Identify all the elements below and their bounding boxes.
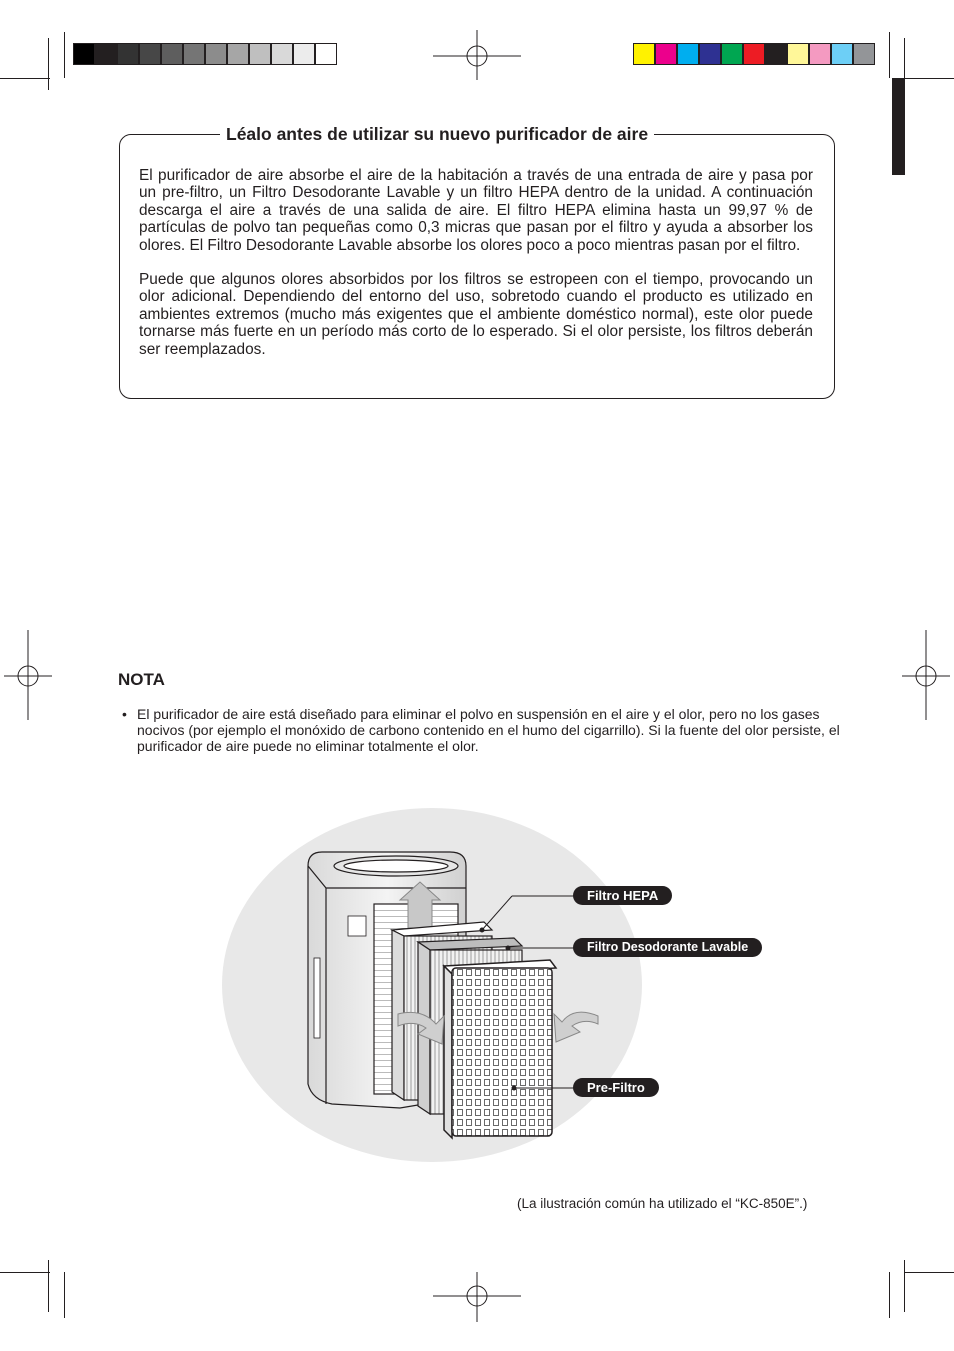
- color-swatch: [227, 43, 249, 65]
- label-pre-filter: Pre-Filtro: [573, 1078, 659, 1097]
- cmyk-color-bar: [633, 43, 875, 66]
- nota-item: [120, 706, 840, 754]
- color-swatch: [809, 43, 831, 65]
- info-box-title: Léalo antes de utilizar su nuevo purificador de aire: [220, 124, 654, 145]
- info-paragraph: Puede que algunos olores absorbidos por los filtros se estropeen con el tiempo, provocando un olor adicional. Dependiendo del entorno del uso, sobretodo cuando el producto es utilizado en ambientes extremos (mucho más exigentes que el ambiente doméstico normal), este olor puede tornarse más fuerte en un período más corto de lo esperado. Si el olor persiste, los filtros deberán ser reemplazados.: [139, 271, 813, 358]
- color-swatch: [787, 43, 809, 65]
- label-hepa-filter: Filtro HEPA: [573, 886, 672, 905]
- gray-color-bar: [73, 43, 337, 66]
- color-swatch: [633, 43, 655, 65]
- pre-filter: [444, 960, 556, 1138]
- color-swatch: [699, 43, 721, 65]
- color-swatch: [831, 43, 853, 65]
- color-swatch: [293, 43, 315, 65]
- color-swatch: [271, 43, 293, 65]
- air-purifier-filter-illustration: [222, 808, 782, 1168]
- color-swatch: [765, 43, 787, 65]
- color-swatch: [183, 43, 205, 65]
- section-tab: [892, 78, 905, 175]
- color-swatch: [743, 43, 765, 65]
- nota-heading: NOTA: [118, 670, 165, 689]
- color-swatch: [249, 43, 271, 65]
- color-swatch: [315, 43, 337, 65]
- color-swatch: [721, 43, 743, 65]
- illustration-caption: (La ilustración común ha utilizado el “KC-850E”.): [517, 1196, 808, 1211]
- color-swatch: [139, 43, 161, 65]
- bullet: •: [122, 706, 127, 722]
- color-swatch: [117, 43, 139, 65]
- info-paragraph: El purificador de aire absorbe el aire de la habitación a través de una entrada de aire y pasa por un pre-filtro, un Filtro Desodorante Lavable y un filtro HEPA dentro de la unidad. A continuación descarga el aire a través de una salida de aire. El filtro HEPA elimina hasta un 99,97 % de partículas de polvo tan pequeñas como 0,3 micras que pasan por el filtro y ayuda a absorber los olores. El Filtro Desodorante Lavable absorbe los olores poco a poco mientras pasan por el filtro.: [139, 167, 813, 254]
- nota-item-text: El purificador de aire está diseñado para eliminar el polvo en suspensión en el aire y el olor, pero no los gases nocivos (por ejemplo el monóxido de carbono contenido en el humo del cigarrillo). Si la fuente del olor persiste, el purificador de aire puede no eliminar totalmente el olor.: [137, 706, 840, 754]
- color-swatch: [205, 43, 227, 65]
- color-swatch: [73, 43, 95, 65]
- nota-list: [120, 706, 840, 754]
- color-swatch: [853, 43, 875, 65]
- color-swatch: [95, 43, 117, 65]
- label-deodorant-filter: Filtro Desodorante Lavable: [573, 938, 762, 957]
- color-swatch: [161, 43, 183, 65]
- color-swatch: [677, 43, 699, 65]
- info-box-body: [139, 167, 813, 375]
- color-swatch: [655, 43, 677, 65]
